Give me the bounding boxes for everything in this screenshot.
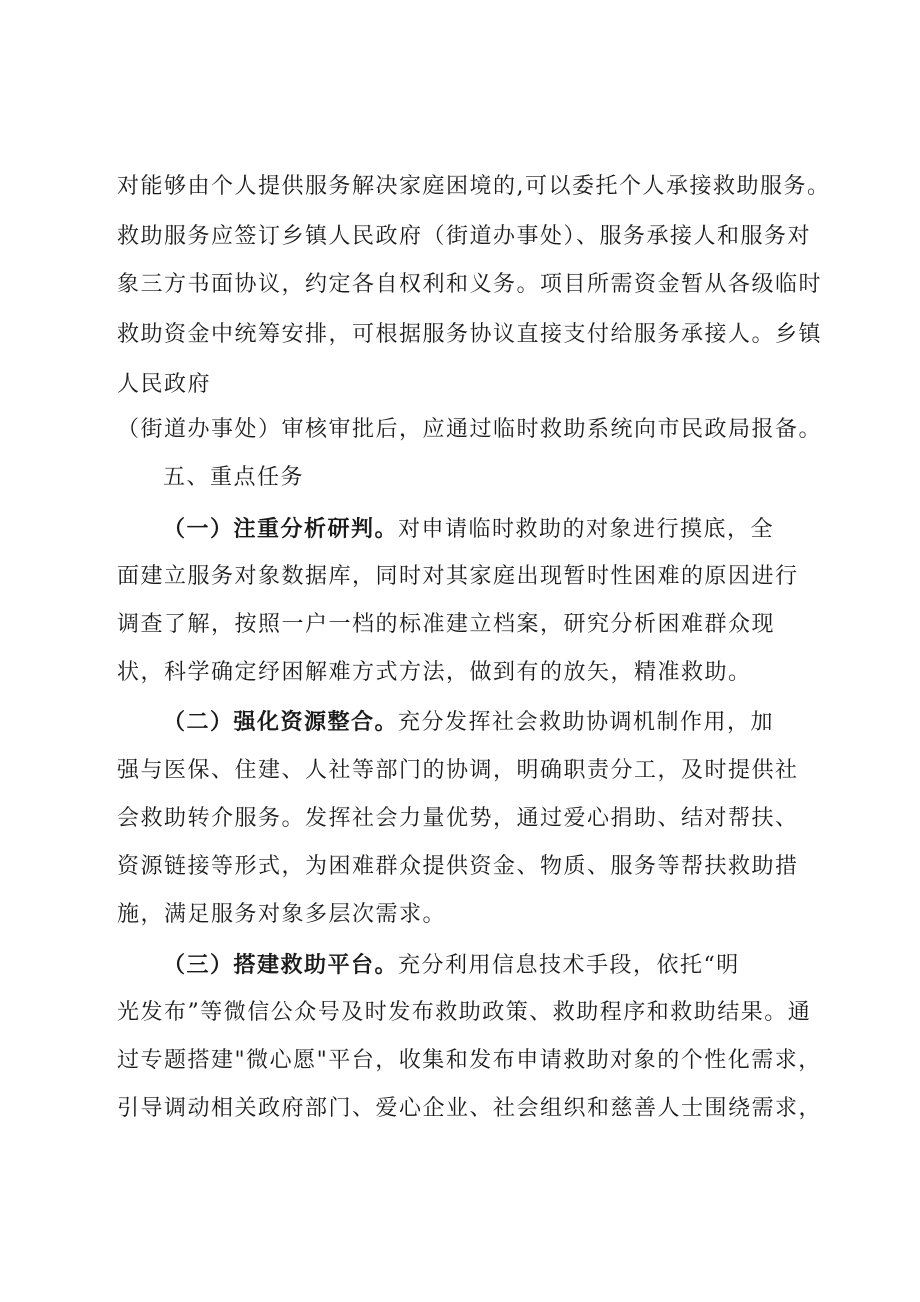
paragraph-line: 对能够由个人提供服务解决家庭困境的,可以委托个人承接救助服务。 <box>117 174 831 199</box>
section-heading: 五、重点任务 <box>163 465 305 490</box>
item2-heading: （二）强化资源整合。 <box>163 709 399 735</box>
paragraph-line: 人民政府 <box>117 372 212 397</box>
paragraph-line: （街道办事处）审核审批后，应通过临时救助系统向市民政局报备。 <box>117 417 823 442</box>
item1-heading: （一）注重分析研判。 <box>163 516 399 542</box>
item1-first-line-rest: 对申请临时救助的对象进行摸底，全 <box>398 517 775 542</box>
item2-first-line-rest: 充分发挥社会救助协调机制作用，加 <box>398 710 775 735</box>
paragraph-line: 救助资金中统筹安排，可根据服务协议直接支付给服务承接人。乡镇 <box>117 322 823 347</box>
paragraph-line: 引导调动相关政府部门、爱心企业、社会组织和慈善人士围绕需求， <box>117 1096 823 1121</box>
paragraph-line: 面建立服务对象数据库，同时对其家庭出现暂时性困难的原因进行 <box>117 564 799 589</box>
paragraph-line: 状，科学确定纾困解难方式方法，做到有的放矢，精准救助。 <box>117 660 752 685</box>
item2-first-line <box>163 707 774 738</box>
paragraph-line: 会救助转介服务。发挥社会力量优势，通过爱心捐助、结对帮扶、 <box>117 806 799 831</box>
paragraph-line: 光发布”等微信公众号及时发布救助政策、救助程序和救助结果。通 <box>117 1000 812 1025</box>
paragraph-line: 强与医保、住建、人社等部门的协调，明确职责分工，及时提供社 <box>117 758 799 783</box>
paragraph-line: 象三方书面协议，约定各自权利和义务。项目所需资金暂从各级临时 <box>117 272 823 297</box>
paragraph-line: 调查了解，按照一户一档的标准建立档案，研究分析困难群众现 <box>117 612 776 637</box>
paragraph-line: 施，满足服务对象多层次需求。 <box>117 902 447 927</box>
paragraph-line: 资源链接等形式，为困难群众提供资金、物质、服务等帮扶救助措 <box>117 854 799 879</box>
item3-first-line-rest: 充分利用信息技术手段，依托“明 <box>398 953 740 978</box>
item3-heading: （三）搭建救助平台。 <box>163 952 399 978</box>
item3-first-line <box>163 950 740 981</box>
paragraph-line: 救助服务应签订乡镇人民政府（街道办事处）、服务承接人和服务对 <box>117 224 812 249</box>
paragraph-line: 过专题搭建"微心愿"平台，收集和发布申请救助对象的个性化需求， <box>117 1048 822 1073</box>
item1-first-line <box>163 514 774 545</box>
